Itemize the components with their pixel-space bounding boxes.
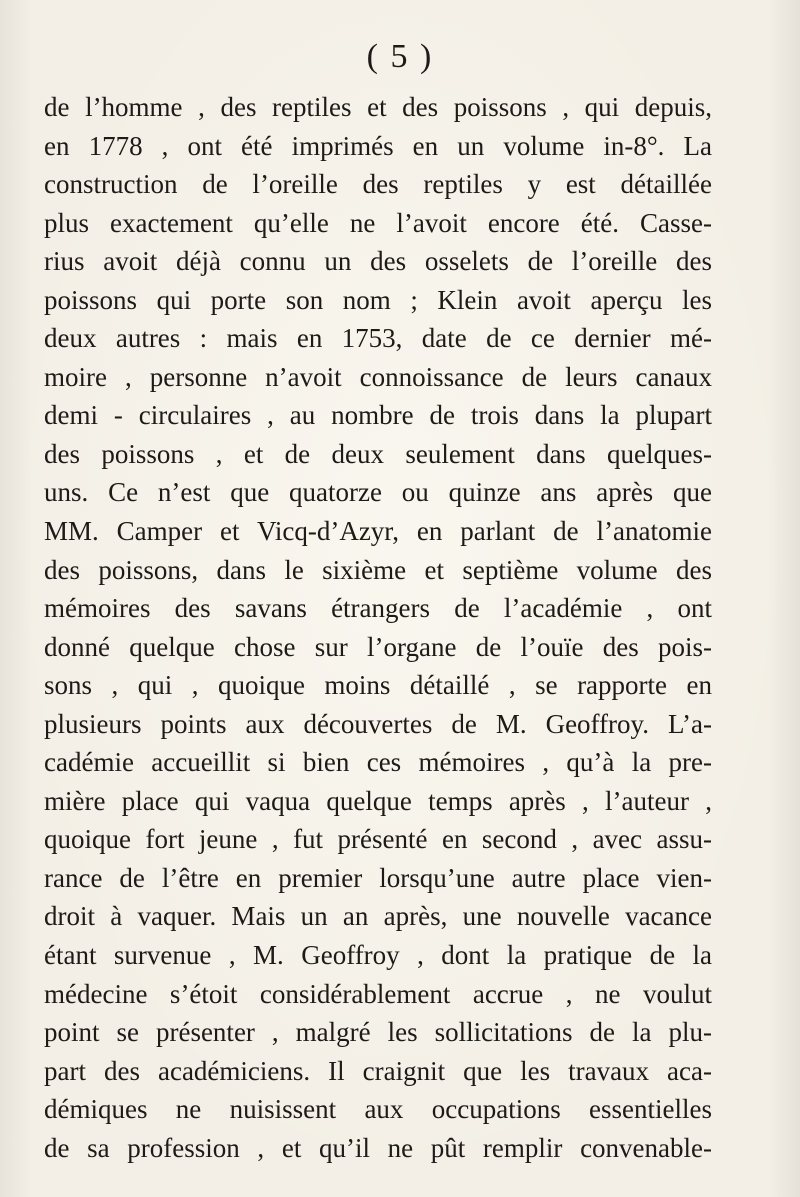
text-line: donné quelque chose sur l’organe de l’ouïe des pois- (44, 631, 712, 662)
text-line: de sa profession , et qu’il ne pût remplir convenable- (44, 1132, 712, 1163)
text-line: rance de l’être en premier lorsqu’une autre place vien- (44, 862, 712, 893)
text-line: MM. Camper et Vicq-d’Azyr, en parlant de l’anatomie (44, 516, 712, 547)
text-line: part des académiciens. Il craignit que les travaux aca- (44, 1055, 712, 1086)
text-line: en 1778 , ont été imprimés en un volume in-8°. La (44, 130, 712, 161)
text-line: de l’homme , des reptiles et des poissons , qui depuis, (44, 92, 712, 122)
text-line: point se présenter , malgré les sollicitations de la plu- (44, 1017, 712, 1048)
text-line: construction de l’oreille des reptiles y est détaillée (44, 169, 712, 200)
text-line: droit à vaquer. Mais un an après, une nouvelle vacance (44, 901, 712, 932)
text-line: poissons qui porte son nom ; Klein avoit aperçu les (44, 284, 712, 315)
text-line: cadémie accueillit si bien ces mémoires , qu’à la pre- (44, 747, 712, 778)
text-line: médecine s’étoit considérablement accrue , ne voulut (44, 978, 712, 1009)
text-line: sons , qui , quoique moins détaillé , se rapporte en (44, 670, 712, 701)
text-line: mière place qui vaqua quelque temps après , l’auteur , (44, 785, 712, 816)
text-line: démiques ne nuisissent aux occupations essentielles (44, 1094, 712, 1125)
text-line: mémoires des savans étrangers de l’académie , ont (44, 593, 712, 624)
text-line: étant survenue , M. Geoffroy , dont la pratique de la (44, 940, 712, 971)
text-line: uns. Ce n’est que quatorze ou quinze ans après que (44, 477, 712, 508)
text-line: rius avoit déjà connu un des osselets de l’oreille des (44, 246, 712, 277)
text-line: plusieurs points aux découvertes de M. Geoffroy. L’a- (44, 708, 712, 739)
text-line: deux autres : mais en 1753, date de ce dernier mé- (44, 323, 712, 354)
text-line: moire , personne n’avoit connoissance de leurs canaux (44, 361, 712, 392)
text-line: demi - circulaires , au nombre de trois dans la plupart (44, 400, 712, 431)
body-text (44, 88, 712, 1167)
text-line: des poissons, dans le sixième et septième volume des (44, 554, 712, 585)
page-number: ( 5 ) (366, 38, 434, 75)
text-line: plus exactement qu’elle ne l’avoit encore été. Casse- (44, 207, 712, 238)
text-line: quoique fort jeune , fut présenté en second , avec assu- (44, 824, 712, 855)
text-line: des poissons , et de deux seulement dans quelques- (44, 438, 712, 469)
